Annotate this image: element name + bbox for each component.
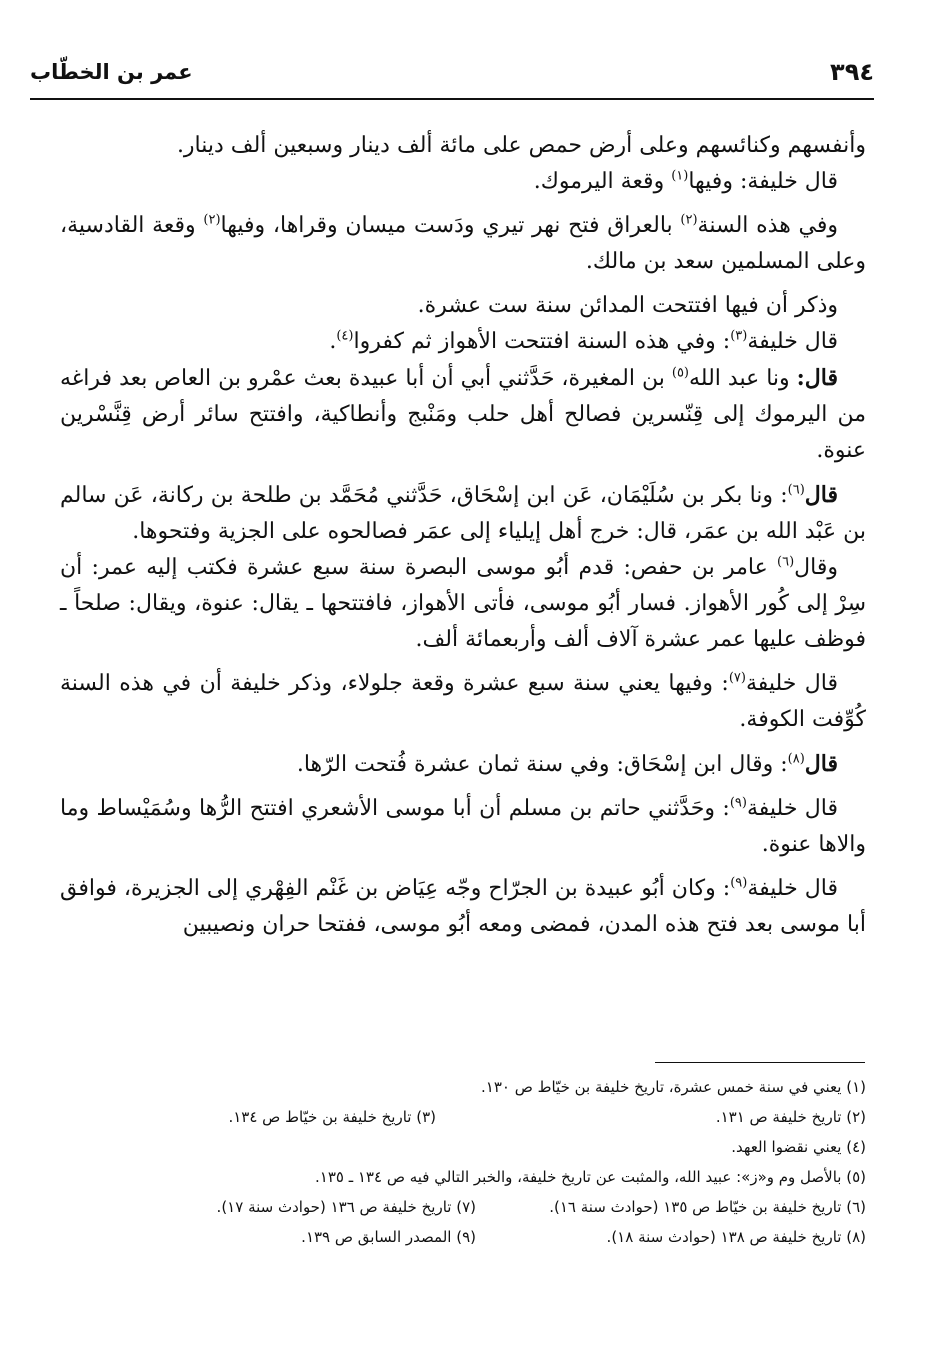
paragraph-10 (60, 746, 866, 783)
footnote-marker: (٨) (787, 751, 805, 767)
footnote-5: (٥) بالأصل وم و«ز»: عبيد الله، والمثبت عن تاريخ خليفة، والخبر التالي فيه ص ١٣٤ ـ ١٣٥. (314, 1168, 866, 1186)
paragraph-12-text-a: قال خليفة (747, 876, 838, 901)
footnote-marker: (١) (671, 168, 689, 184)
footnote-7: (٧) تاريخ خليفة ص ١٣٦ (حوادث سنة ١٧). (216, 1198, 476, 1216)
paragraph-11-text-b: : وحَدَّثني حاتم بن مسلم أن أبا موسى الأشعري افتتح الرُّها وسُمَيْساط وما والاها عنوة. (60, 796, 866, 857)
footnote-2: (٢) تاريخ خليفة ص ١٣١. (715, 1108, 866, 1126)
footnote-marker: (٥) (671, 365, 689, 381)
paragraph-3 (60, 208, 866, 280)
paragraph-11 (60, 791, 866, 863)
footnote-6: (٦) تاريخ خليفة بن خيّاط ص ١٣٥ (حوادث سنة ١٦). (549, 1198, 866, 1216)
paragraph-9-text-b: : وفيها يعني سنة سبع عشرة وقعة جلولاء، وذكر خليفة أن في هذه السنة كُوِّفت الكوفة. (60, 671, 866, 732)
paragraph-6 (60, 360, 866, 469)
paragraph-1 (60, 128, 866, 164)
page-header (30, 58, 874, 98)
paragraph-9-text-a: قال خليفة (745, 671, 838, 696)
footnote-row (40, 1072, 866, 1102)
paragraph-10-lead: قال (804, 751, 838, 777)
footnote-4: (٤) يعني نقضوا العهد. (731, 1138, 866, 1156)
footnote-9: (٩) المصدر السابق ص ١٣٩. (301, 1228, 476, 1246)
footnote-row (40, 1102, 866, 1132)
paragraph-2-text-a: قال خليفة: وفيها (688, 169, 838, 194)
paragraph-10-text-a: : وقال ابن إسْحَاق: وفي سنة ثمان عشرة فُتحت الرّها. (296, 752, 788, 777)
paragraph-8-text-a: وقال (794, 555, 838, 580)
footnote-row (40, 1222, 866, 1252)
footnote-8: (٨) تاريخ خليفة ص ١٣٨ (حوادث سنة ١٨). (606, 1228, 866, 1246)
paragraph-4 (60, 288, 866, 324)
paragraph-3-text-a: وفي هذه السنة (697, 213, 839, 238)
paragraph-12-text-b: : وكان أبُو عبيدة بن الجرّاح وجّه عِيَاض بن غَنْم الفِهْري إلى الجزيرة، فوافق أبا موسى بعد فتح هذه المدن، فمضى ومعه أبُو موسى، ففتحا حران ونصيبين (60, 876, 866, 937)
paragraph-2 (60, 164, 866, 200)
body-text (60, 128, 866, 943)
footnote-1: (١) يعني في سنة خمس عشرة، تاريخ خليفة بن خيّاط ص ١٣٠. (480, 1078, 866, 1096)
footnote-marker: (٣) (730, 328, 748, 344)
paragraph-5-text-c: . (329, 329, 337, 354)
footnote-marker: (٤) (336, 328, 354, 344)
paragraph-5-text-a: قال خليفة (747, 329, 838, 354)
paragraph-4-text: وذكر أن فيها افتتحت المدائن سنة ست عشرة. (417, 293, 838, 318)
footnote-marker: (٦) (777, 554, 795, 570)
paragraph-3-text-b: بالعراق فتح نهر تيري ودَست ميسان وقراها، وفيها (220, 213, 681, 238)
footnote-row (40, 1192, 866, 1222)
footnote-marker: (٦) (787, 482, 805, 498)
paragraph-9 (60, 666, 866, 738)
footnote-marker: (٧) (728, 670, 746, 686)
footnote-marker: (٩) (730, 875, 748, 891)
paragraph-6-text-a: ونا عبد الله (689, 366, 797, 391)
paragraph-6-text-b: بن المغيرة، حَدَّثني أبي أن أبا عبيدة بعث عمْرو بن العاص بعد فراغه من اليرموك إلى قِنّسرين فصالح أهل حلب ومَنْبج وأنطاكية، وافتتح سائر أرض قِنَّسْرين عنوة. (60, 366, 866, 463)
page-number: ٣٩٤ (830, 58, 874, 86)
paragraph-8 (60, 550, 866, 658)
paragraph-3-text-c: وقعة القادسية، وعلى المسلمين سعد بن مالك. (60, 213, 866, 274)
paragraph-8-text-b: عامر بن حفص: قدم أبُو موسى البصرة سنة سبع عشرة فكتب إليه عمر: أن سِرْ إلى كُور الأهواز. فسار أبُو موسى، فأتى الأهواز، فافتتحها ـ يقال: عنوة، ويقال: صلحاً ـ فوظف عليها عمر عشرة آلاف ألف وأربعمائة ألف. (60, 555, 866, 652)
footnote-marker: (٩) (729, 795, 747, 811)
footnote-marker: (٢) (203, 212, 221, 228)
paragraph-11-text-a: قال خليفة (746, 796, 838, 821)
running-title: عمر بن الخطّاب (30, 60, 193, 84)
footnote-3: (٣) تاريخ خليفة بن خيّاط ص ١٣٤. (228, 1108, 436, 1126)
footnote-rule (655, 1062, 865, 1063)
paragraph-7-text-a: : ونا بكر بن سُلَيْمَان، عَن ابن إسْحَاق، حَدَّثني مُحَمَّد بن طلحة بن ركانة، عَن سالم بن عَبْد الله بن عمَر، قال: خرج أهل إيلياء إلى عمَر فصالحوه على الجزية وفتحوها. (60, 483, 866, 544)
paragraph-7-lead: قال (804, 482, 838, 508)
paragraph-5-text-b: : وفي هذه السنة افتتحت الأهواز ثم كفروا (353, 329, 731, 354)
header-rule (30, 98, 874, 100)
paragraph-12 (60, 871, 866, 943)
paragraph-2-text-b: وقعة اليرموك. (533, 169, 672, 194)
paragraph-7 (60, 477, 866, 550)
footnote-row (40, 1162, 866, 1192)
paragraph-1-text: وأنفسهم وكنائسهم وعلى أرض حمص على مائة ألف دينار وسبعين ألف دينار. (176, 133, 866, 158)
paragraph-5 (60, 324, 866, 360)
footnote-marker: (٢) (680, 212, 698, 228)
paragraph-6-lead: قال: (796, 365, 838, 391)
footnote-row (40, 1132, 866, 1162)
footnotes (40, 1072, 866, 1252)
